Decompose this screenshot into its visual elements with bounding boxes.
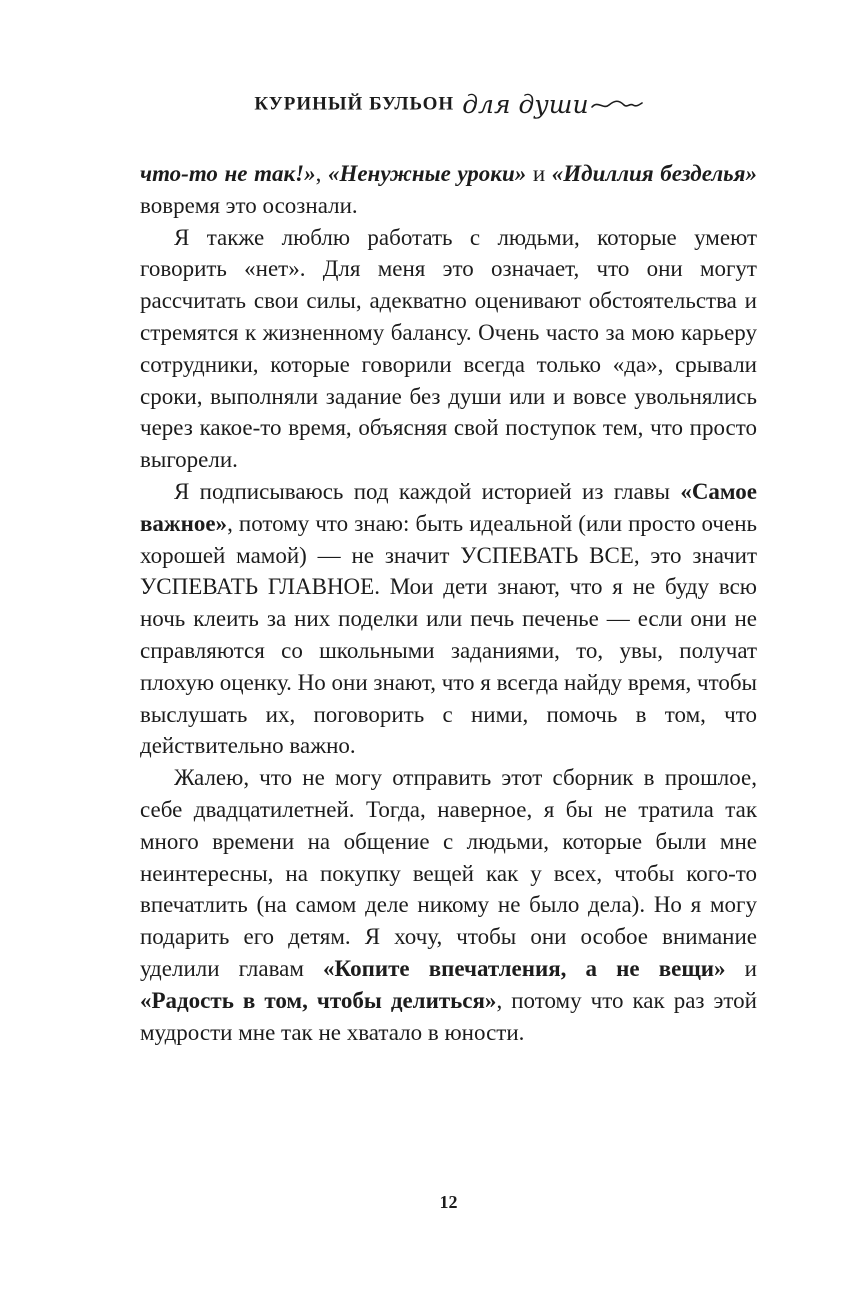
text-segment: что-то не так!» <box>140 161 316 186</box>
text-segment: Я также люблю работать с людьми, которые умеют говорить «нет». Для меня это означает, что они могут рассчитать свои силы, адекватно оценивают обстоятельства и стремятся к жизненному балансу. Очень часто за мою карьеру сотрудники, которые говорили всегда только «да», срывали сроки, выполняли задание без души или и вовсе увольнялись через какое-то время, объясняя свой поступок тем, что просто выгорели. <box>140 224 757 473</box>
text-segment: и <box>725 955 757 981</box>
page-footer <box>140 1192 757 1213</box>
text-segment: и <box>526 161 552 186</box>
text-segment: Я подписываюсь под каждой историей из главы <box>174 478 681 504</box>
paragraph <box>140 476 757 762</box>
text-segment: «Идиллия безделья» <box>551 161 758 186</box>
text-segment: , <box>315 161 328 186</box>
paragraph <box>140 222 757 476</box>
text-segment: , потому что как раз этой мудрости мне так не хватало в юности. <box>140 987 757 1045</box>
paragraph <box>140 762 757 1048</box>
text-segment: «Самое важное» <box>140 478 757 536</box>
book-title-script: для души <box>462 90 589 119</box>
page-text <box>140 158 757 1048</box>
text-segment: Жалею, что не могу отправить этот сборник в прошлое, себе двадцатилетней. Тогда, наверное, я бы не тратила так много времени на общение с людьми, которые были мне неинтересны, на покупку вещей как у всех, чтобы кого-то впечатлить (на самом деле никому не было дела). Но я могу подарить его детям. Я хочу, чтобы они особое внимание уделили главам <box>140 765 757 981</box>
text-segment: , потому что знаю: быть идеальной (или просто очень хорошей мамой) — не значит УСПЕВАТЬ ВСЕ, это значит УСПЕВАТЬ ГЛАВНОЕ. Мои дети знают, что я не буду всю ночь клеить за них поделки или печь печенье — если они не справляются со школьными заданиями, то, увы, получат плохую оценку. Но они знают, что я всегда найду время, чтобы выслушать их, поговорить с ними, помочь в том, что действительно важно. <box>140 510 757 759</box>
text-segment: вовремя это осознали. <box>140 192 358 218</box>
text-segment: «Копите впечатления, а не вещи» <box>323 955 726 981</box>
text-segment: «Ненужные уроки» <box>327 161 527 186</box>
text-segment: «Радость в том, чтобы делиться» <box>140 987 497 1013</box>
paragraph <box>140 158 757 222</box>
page-number: 12 <box>439 1192 458 1212</box>
flourish-ornament <box>591 96 643 114</box>
running-header <box>140 90 757 119</box>
book-title: КУРИНЫЙ БУЛЬОН <box>254 93 455 115</box>
